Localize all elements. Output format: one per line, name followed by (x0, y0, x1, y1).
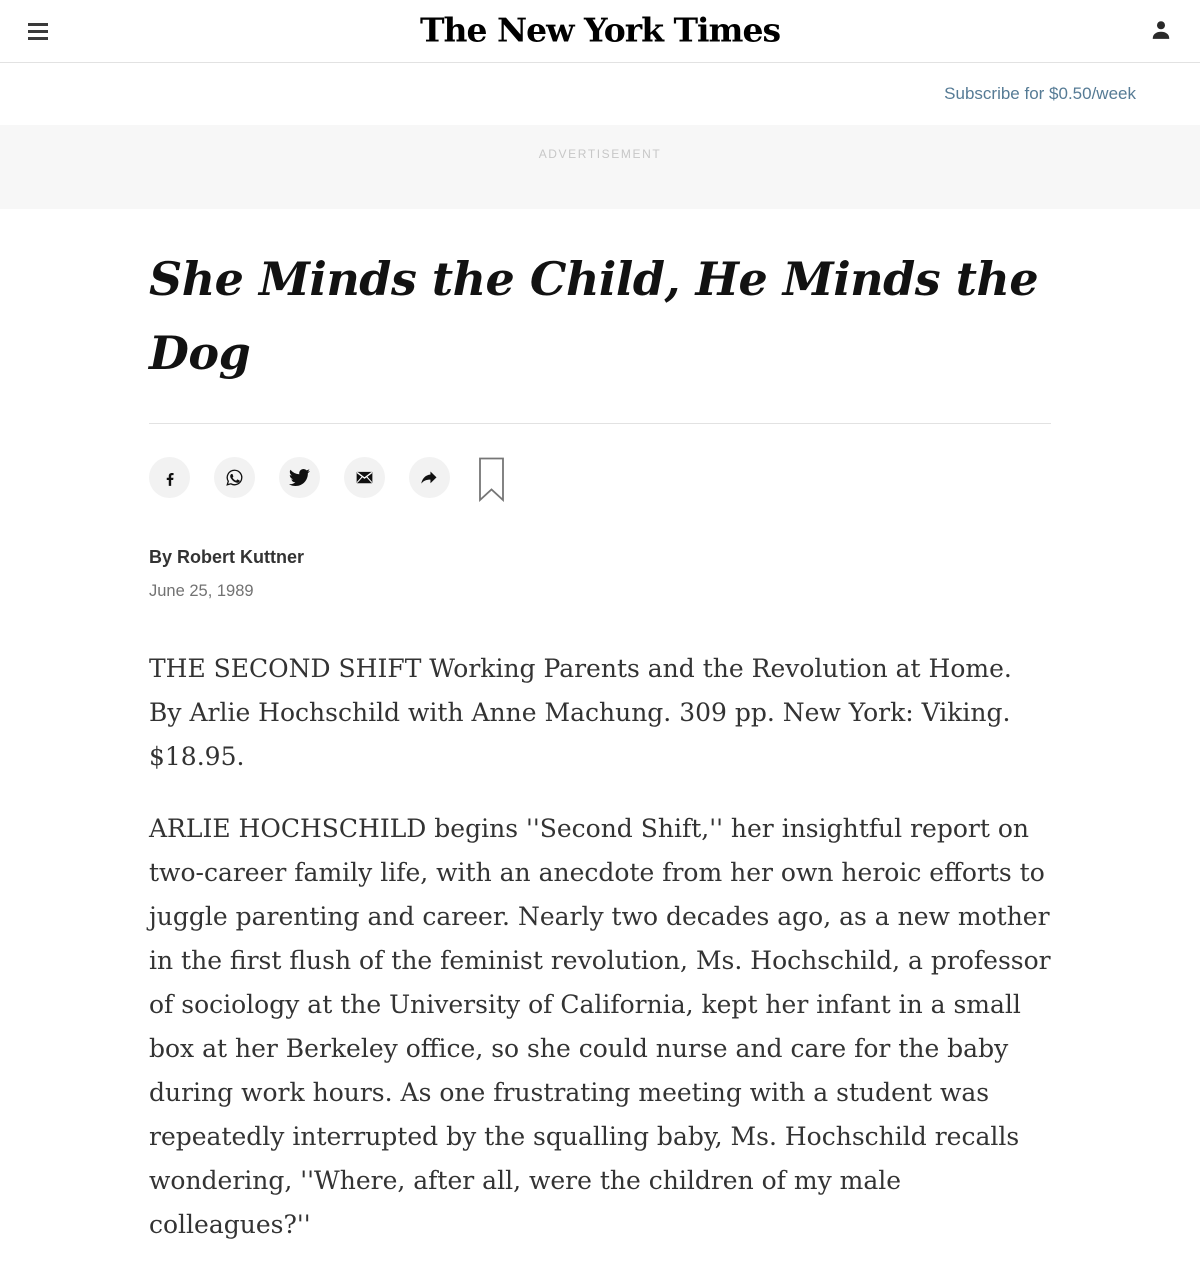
whatsapp-icon (224, 467, 245, 488)
share-arrow-icon (419, 467, 440, 488)
article-text (149, 647, 1051, 1247)
subscribe-link[interactable]: Subscribe for $0.50/week (944, 84, 1136, 103)
email-icon (354, 467, 375, 488)
headline-divider (149, 423, 1051, 424)
article-body (149, 209, 1051, 1247)
twitter-icon (289, 467, 310, 488)
person-icon (1148, 17, 1174, 43)
share-facebook-button[interactable] (149, 457, 190, 498)
share-email-button[interactable] (344, 457, 385, 498)
advertisement-label: ADVERTISEMENT (538, 147, 662, 161)
top-nav-bar (0, 0, 1200, 63)
share-whatsapp-button[interactable] (214, 457, 255, 498)
share-forward-button[interactable] (409, 457, 450, 498)
article-date: June 25, 1989 (149, 582, 254, 601)
account-button[interactable] (1146, 15, 1176, 48)
share-twitter-button[interactable] (279, 457, 320, 498)
advertisement-band (0, 125, 1200, 209)
article-byline: By Robert Kuttner (149, 547, 305, 568)
article-paragraph: ARLIE HOCHSCHILD begins ''Second Shift,'' her insightful report on two-career family life, with an anecdote from her own heroic efforts to juggle parenting and career. Nearly two decades ago, as a new mother in the first flush of the feminist revolution, Ms. Hochschild, a professor of sociology at the University of California, kept her infant in a small box at her Berkeley office, so she could nurse and care for the baby during work hours. As one frustrating meeting with a student was repeatedly interrupted by the squalling baby, Ms. Hochschild recalls wondering, ''Where, after all, were the children of my male colleagues?'' (149, 814, 1051, 1240)
article-paragraph: THE SECOND SHIFT Working Parents and the Revolution at Home. By Arlie Hochschild with Anne Machung. 309 pp. New York: Viking. $18.95. (149, 654, 1012, 772)
facebook-icon (160, 468, 180, 488)
nyt-logo[interactable]: The New York Times (419, 10, 781, 50)
subscribe-bar (0, 63, 1200, 125)
hamburger-icon (28, 23, 48, 26)
hamburger-icon (28, 30, 48, 33)
share-toolbar (149, 457, 1051, 501)
bookmark-icon (478, 457, 505, 502)
hamburger-menu-button[interactable] (24, 17, 52, 46)
article-headline: She Minds the Child, He Minds the Dog (149, 252, 1039, 380)
bookmark-button[interactable] (478, 457, 505, 501)
hamburger-icon (28, 37, 48, 40)
